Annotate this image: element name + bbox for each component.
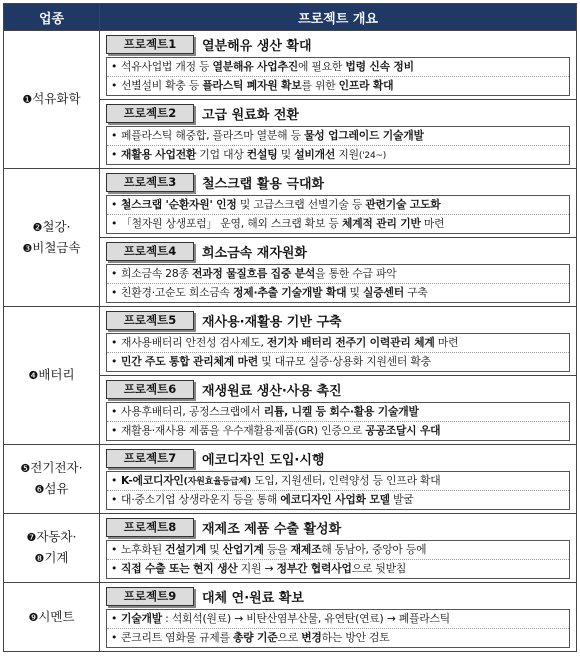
bullet-text: 지원 (335, 148, 359, 161)
bullet-text: 노후화된 (121, 543, 166, 556)
industry-cell (4, 307, 100, 445)
bullet-text: 콘크리트 염화물 규제를 (121, 631, 233, 644)
industry-cell (4, 583, 100, 652)
bullet-text: 철스크랩 '순환자원' 인정 (121, 198, 237, 211)
project-badge: 프로젝트5 (106, 311, 194, 330)
industry-row (4, 583, 577, 652)
bullet-text: 선별설비 확충 등 (121, 79, 203, 92)
bullet-item (107, 559, 569, 578)
industry-row (4, 31, 577, 169)
project-block (100, 99, 576, 168)
project-table (3, 3, 577, 652)
bullet-text: 변경 (301, 631, 322, 644)
overview-cell (100, 514, 577, 583)
bullet-text: 법령 신속 정비 (345, 60, 414, 73)
project-title: 철스크랩 활용 극대화 (202, 176, 325, 192)
project-bullets (106, 609, 570, 648)
bullet-text: 발굴 (389, 493, 414, 506)
industry-label (4, 548, 99, 569)
project-title: 열분해유 생산 확대 (202, 38, 312, 54)
overview-cell (100, 31, 577, 169)
project-header (106, 241, 570, 261)
bullet-text: 직접 수출 또는 현지 생산 (121, 562, 238, 575)
bullet-item (107, 628, 569, 647)
bullet-text: 전과정 물질흐름 집중 분석 (191, 267, 316, 280)
industry-row (4, 445, 577, 514)
bullet-text: 마련 (434, 336, 459, 349)
project-bullets (106, 471, 570, 510)
bullet-text: 관련기술 고도화 (365, 198, 441, 211)
project-header (106, 379, 570, 399)
bullet-item (107, 196, 569, 214)
project-title: 고급 원료화 전환 (202, 107, 299, 123)
bullet-text: 및 (206, 543, 223, 556)
bullet-text: 대·중소기업 상생라운지 등을 통해 (121, 493, 281, 506)
bullet-text: 및 대규모 실증·상용화 지원센터 확충 (258, 355, 431, 368)
bullet-text: 열분해유 사업추진 (212, 60, 298, 73)
bullet-text: 체계적 관리 기반 (341, 217, 421, 230)
project-badge: 프로젝트1 (106, 35, 194, 54)
header-overview: 프로젝트 개요 (100, 4, 577, 31)
project-block (100, 375, 576, 444)
industry-number: ❻ (34, 483, 45, 496)
industry-label (4, 238, 99, 259)
bullet-text: 재활용·재사용 제품을 우수재활용제품(GR) 인증으로 (121, 424, 366, 437)
bullet-text: 페플라스틱 해중합, 플라즈마 열분해 등 (121, 129, 305, 142)
project-block (100, 445, 576, 513)
project-title: 재사용·재활용 기반 구축 (202, 314, 342, 330)
industry-label (4, 479, 99, 500)
overview-cell (100, 307, 577, 445)
industry-name: 시멘트 (38, 608, 75, 624)
bullet-text: 컨설팅 (246, 148, 278, 161)
industry-label (4, 365, 99, 386)
bullet-text: 총량 기준 (233, 631, 278, 644)
table-body (4, 31, 577, 652)
bullet-item (107, 145, 569, 164)
project-title: 에코디자인 도입·시행 (202, 452, 325, 468)
project-bullets (106, 333, 570, 372)
bullet-item (107, 334, 569, 352)
bullet-text: 재사용배터리 안전성 검사제도, (121, 336, 267, 349)
bullet-text: 구축 (403, 286, 428, 299)
bullet-item (107, 403, 569, 421)
table-header-row (4, 4, 577, 31)
bullet-text: 등을 (263, 543, 291, 556)
industry-number: ❺ (20, 462, 31, 475)
project-header (106, 34, 570, 54)
bullet-text: (자원효율등급제) (183, 477, 251, 487)
industry-number: ❾ (28, 610, 39, 624)
bullet-text: 에코디자인 사업화 모델 (280, 493, 390, 506)
industry-number: ❼ (26, 531, 37, 544)
industry-name: 철강· (42, 218, 71, 234)
project-header (106, 517, 570, 537)
bullet-text: 사용후배터리, 공정스크랩에서 (121, 405, 264, 418)
project-title: 재제조 제품 수출 활성화 (202, 521, 342, 537)
bullet-text: 공공조달시 우대 (365, 424, 441, 437)
industry-number: ❶ (22, 93, 33, 106)
project-header (106, 586, 570, 606)
bullet-text: 을 통한 수급 파악 (315, 267, 397, 280)
bullet-item (107, 76, 569, 95)
project-badge: 프로젝트4 (106, 242, 194, 261)
project-badge: 프로젝트7 (106, 449, 194, 468)
overview-cell (100, 169, 577, 307)
project-bullets (106, 57, 570, 96)
bullet-item (107, 265, 569, 283)
project-block (100, 583, 576, 651)
bullet-text: 지원 → (237, 562, 277, 575)
bullet-item (107, 490, 569, 509)
bullet-text: 해 동남아, 중앙아 등에 (321, 543, 427, 556)
overview-cell (100, 445, 577, 514)
industry-label (4, 89, 99, 110)
bullet-item (107, 610, 569, 628)
project-badge: 프로젝트2 (106, 104, 194, 123)
project-bullets (106, 126, 570, 165)
project-bullets (106, 540, 570, 579)
project-block (100, 169, 576, 237)
industry-name: 전기전자· (30, 460, 83, 475)
project-bullets (106, 195, 570, 234)
industry-name: 석유화학 (32, 91, 81, 106)
bullet-text: 전기차 배터리 전주기 이력관리 체계 (266, 336, 435, 349)
project-bullets (106, 264, 570, 303)
bullet-text: K-에코디자인 (121, 474, 184, 487)
project-badge: 프로젝트8 (106, 518, 194, 537)
industry-cell (4, 169, 100, 307)
project-block (100, 514, 576, 582)
project-bullets (106, 402, 570, 441)
bullet-text: 및 고급스크랩 선별기술 등 (236, 198, 366, 211)
industry-name: 자동차· (36, 529, 77, 544)
project-header (106, 103, 570, 123)
industry-label (4, 527, 99, 548)
bullet-item (107, 58, 569, 76)
bullet-text: 친환경·고순도 희소금속 (121, 286, 233, 299)
industry-cell (4, 31, 100, 169)
project-block (100, 307, 576, 375)
bullet-text: 건설기계 (165, 543, 207, 556)
bullet-item (107, 472, 569, 490)
bullet-text: 마련 (420, 217, 445, 230)
project-badge: 프로젝트3 (106, 173, 194, 192)
bullet-text: 를 위한 (301, 79, 339, 92)
industry-number: ❽ (34, 552, 45, 565)
bullet-item (107, 127, 569, 145)
project-title: 희소금속 재자원화 (202, 245, 307, 261)
industry-name: 배터리 (38, 367, 75, 382)
project-badge: 프로젝트9 (106, 587, 194, 606)
industry-row (4, 514, 577, 583)
bullet-item (107, 214, 569, 233)
bullet-text: 플라스틱 폐자원 확보 (202, 79, 302, 92)
bullet-item (107, 421, 569, 440)
bullet-text: 실증센터 (363, 286, 404, 299)
industry-row (4, 307, 577, 445)
industry-cell (4, 514, 100, 583)
industry-cell (4, 445, 100, 514)
bullet-text: 및 (346, 286, 364, 299)
overview-cell (100, 583, 577, 652)
bullet-text: 설비개선 (294, 148, 336, 161)
bullet-text: 인프라 확대 (338, 79, 394, 92)
bullet-item (107, 541, 569, 559)
bullet-text: 에 필요한 (297, 60, 346, 73)
bullet-text: 석유사업법 개정 등 (121, 60, 213, 73)
industry-name: 기계 (44, 550, 69, 565)
project-badge: 프로젝트6 (106, 380, 194, 399)
bullet-text: 「철자원 상생포럼」 운영, 해외 스크랩 확보 등 (121, 217, 342, 230)
industry-label (4, 217, 99, 238)
industry-number: ❸ (22, 241, 33, 255)
bullet-text: 산업기계 (222, 543, 264, 556)
bullet-item (107, 352, 569, 371)
project-title: 재생원료 생산·사용 촉진 (202, 383, 342, 399)
bullet-text: 정제·추출 기술개발 확대 (233, 286, 347, 299)
bullet-text: 으로 (277, 631, 302, 644)
bullet-text: ('24~) (358, 151, 387, 161)
industry-name: 섬유 (44, 481, 69, 496)
header-industry: 업종 (4, 4, 100, 31)
bullet-text: 정부간 협력사업 (276, 562, 352, 575)
industry-label (4, 607, 99, 628)
bullet-text: 리튬, 니켈 등 회수·활용 기술개발 (263, 405, 419, 418)
industry-label (4, 458, 99, 479)
industry-row (4, 169, 577, 307)
bullet-text: 희소금속 28종 (121, 267, 192, 280)
bullet-text: 및 (277, 148, 295, 161)
bullet-text: 으로 뒷받침 (351, 562, 407, 575)
bullet-text: 민간 주도 통합 관리체계 마련 (121, 355, 258, 368)
industry-number: ❹ (28, 369, 39, 382)
bullet-text: 기업 대상 (196, 148, 247, 161)
project-header (106, 448, 570, 468)
bullet-text: 도입, 지원센터, 인력양성 등 인프라 확대 (250, 474, 441, 487)
project-block (100, 237, 576, 306)
industry-number: ❷ (32, 220, 43, 234)
project-block (100, 31, 576, 99)
project-header (106, 310, 570, 330)
bullet-text: 기술개발 (121, 612, 162, 625)
bullet-text: 재제조 (290, 543, 322, 556)
bullet-text: : 석회석(원료) → 비탄산염부산물, 유연탄(연료) → 폐플라스틱 (161, 612, 451, 625)
bullet-item (107, 283, 569, 302)
bullet-text: 하는 방안 검토 (321, 631, 390, 644)
project-title: 대체 연·원료 확보 (202, 590, 304, 606)
project-header (106, 172, 570, 192)
industry-name: 비철금속 (32, 239, 81, 255)
bullet-text: 물성 업그레이드 기술개발 (304, 129, 424, 142)
bullet-text: 재활용 사업전환 (121, 148, 197, 161)
